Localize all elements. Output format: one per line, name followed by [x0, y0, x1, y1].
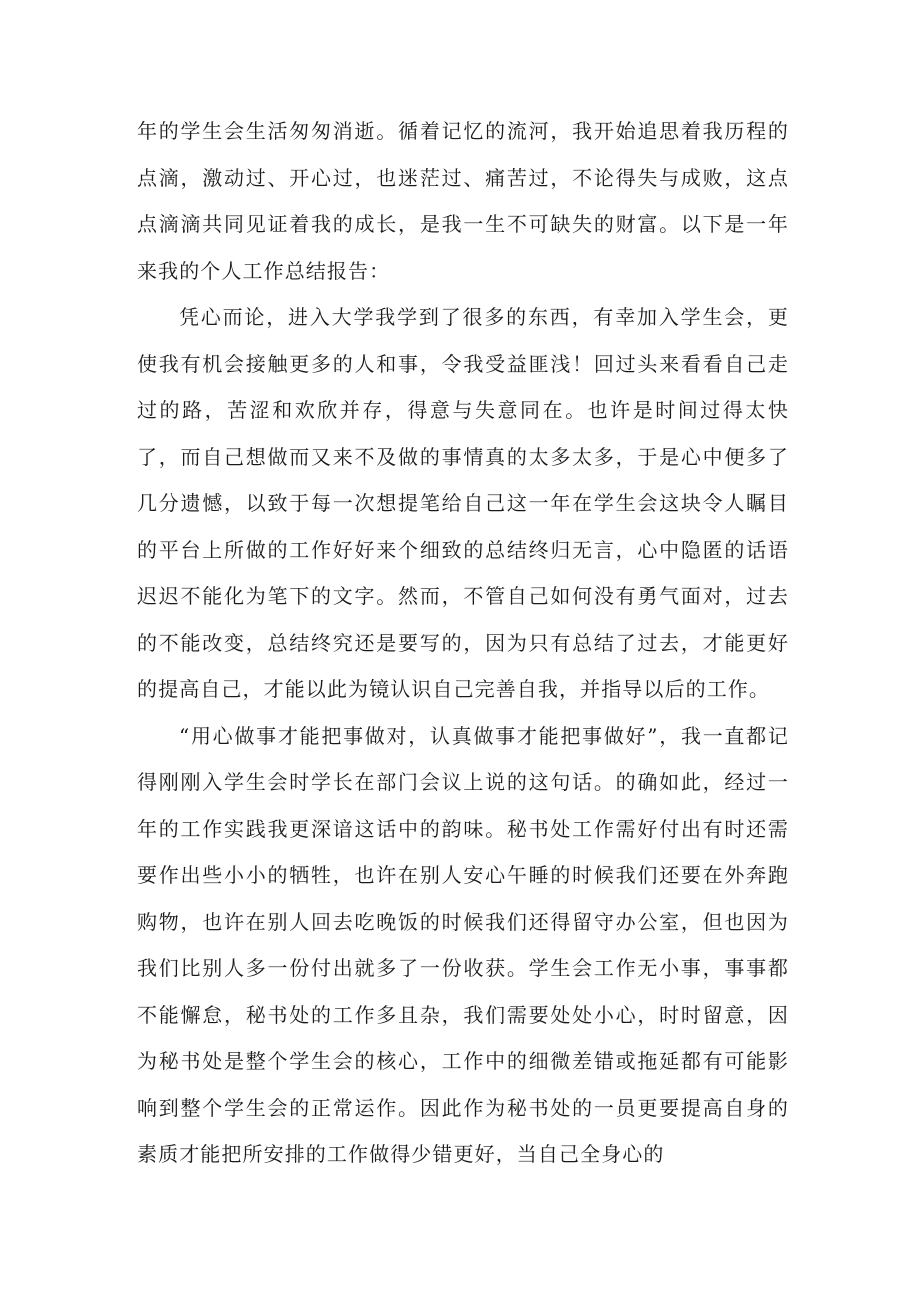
document-page [137, 108, 789, 1178]
paragraph-secretariat-work: “用心做事才能把事做对，认真做事才能把事做好”，我一直都记得刚刚入学生会时学长在部门会议上说的这句话。的确如此，经过一年的工作实践我更深谙这话中的韵味。秘书处工作需好付出有时还需要作出些小小的牺牲，也许在别人安心午睡的时候我们还要在外奔跑购物，也许在别人回去吃晚饭的时候我们还得留守办公室，但也因为我们比别人多一份付出就多了一份收获。学生会工作无小事，事事都不能懈怠，秘书处的工作多且杂，我们需要处处小心，时时留意，因为秘书处是整个学生会的核心，工作中的细微差错或拖延都有可能影响到整个学生会的正常运作。因此作为秘书处的一员更要提高自身的素质才能把所安排的工作做得少错更好，当自己全身心的 [137, 723, 789, 1166]
paragraph-intro: 年的学生会生活匆匆消逝。循着记忆的流河，我开始追思着我历程的点滴，激动过、开心过，也迷茫过、痛苦过，不论得失与成败，这点点滴滴共同见证着我的成长，是我一生不可缺失的财富。以下是一年来我的个人工作总结报告： [137, 119, 789, 283]
paragraph-reflection: 凭心而论，进入大学我学到了很多的东西，有幸加入学生会，更使我有机会接触更多的人和事，令我受益匪浅！回过头来看看自己走过的路，苦涩和欢欣并存，得意与失意同在。也许是时间过得太快了，而自己想做而又来不及做的事情真的太多太多，于是心中便多了几分遗憾，以致于每一次想提笔给自己这一年在学生会这块令人瞩目的平台上所做的工作好好来个细致的总结终归无言，心中隐匿的话语迟迟不能化为笔下的文字。然而，不管自己如何没有勇气面对，过去的不能改变，总结终究还是要写的，因为只有总结了过去，才能更好的提高自己，才能以此为镜认识自己完善自我，并指导以后的工作。 [137, 305, 789, 701]
